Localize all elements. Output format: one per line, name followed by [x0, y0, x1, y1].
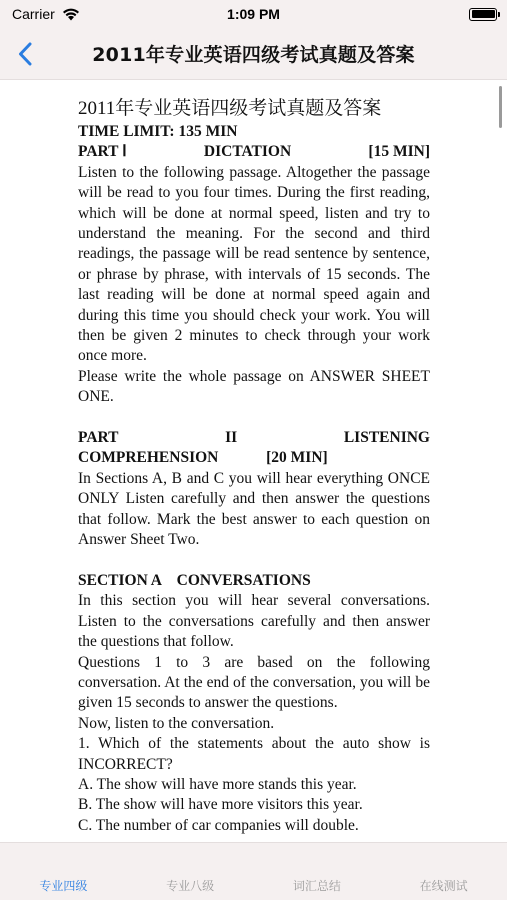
document-body	[78, 96, 430, 836]
part2-header-line1	[78, 428, 430, 448]
question-1: 1. Which of the statements about the auto show is INCORRECT?	[78, 735, 430, 773]
tab-bar	[0, 842, 507, 900]
part2-header-line2	[78, 448, 430, 468]
page-title: 2011年专业英语四级考试真题及答案	[92, 44, 415, 66]
question-1-option-c: C. The number of car companies will double.	[78, 816, 359, 834]
chevron-left-icon	[18, 42, 32, 66]
question-1-option-a: A. The show will have more stands this year.	[78, 775, 357, 793]
part1-write-instruction: Please write the whole passage on ANSWER SHEET ONE.	[78, 367, 430, 406]
part2-name2: COMPREHENSION	[78, 449, 219, 467]
part2-num: II	[225, 429, 238, 447]
part1-name: DICTATION	[203, 143, 292, 161]
part1-label: PART Ⅰ	[78, 143, 127, 161]
tab-level-4[interactable]: 专业四级	[39, 879, 88, 893]
back-button[interactable]	[12, 38, 38, 70]
part2-instructions: In Sections A, B and C you will hear everything ONCE ONLY Listen carefully and then answer the questions that follow. Mark the best answer to each question on Answer Sheet Two.	[78, 469, 430, 549]
tab-vocabulary-summary[interactable]: 词汇总结	[292, 879, 341, 893]
part2-label: PART	[78, 429, 119, 447]
navigation-bar	[0, 28, 507, 80]
part1-time: [15 MIN]	[368, 143, 430, 161]
time-limit: TIME LIMIT: 135 MIN	[78, 123, 238, 140]
question-1-option-b: B. The show will have more visitors this year.	[78, 796, 363, 814]
part2-name1: LISTENING	[343, 429, 430, 447]
section-a-intro: In this section you will hear several conversations. Listen to the conversations carefully and then answer the questions that follow.	[78, 592, 430, 651]
questions-intro: Questions 1 to 3 are based on the following conversation. At the end of the conversation, you will be given 15 seconds to answer the questions.	[78, 653, 430, 712]
document-heading: 2011年专业英语四级考试真题及答案	[78, 98, 382, 119]
battery-icon	[469, 8, 497, 21]
carrier-info	[12, 6, 81, 22]
part1-instructions: Listen to the following passage. Altogether the passage will be read to you four times. During the first reading, which will be done at normal speed, listen and try to understand the meaning. For the second and third readings, the passage will be read sentence by sentence, or phrase by phrase, with intervals of 15 seconds. The last reading will be done at normal speed again and during this time you should check your work. You will then be given 2 minutes to check through your work once more.	[78, 163, 430, 365]
status-time: 1:09 PM	[227, 6, 280, 22]
carrier-label: Carrier	[12, 6, 55, 22]
scrollbar[interactable]	[499, 86, 502, 128]
section-a-heading: SECTION A CONVERSATIONS	[78, 571, 311, 589]
listen-now: Now, listen to the conversation.	[78, 714, 275, 732]
tab-level-8[interactable]: 专业八级	[166, 879, 215, 893]
document-view[interactable]	[0, 80, 507, 842]
part2-time: [20 MIN]	[266, 449, 328, 467]
status-bar	[0, 0, 507, 28]
part1-header	[78, 142, 430, 162]
tab-online-test[interactable]: 在线测试	[419, 879, 468, 893]
wifi-icon	[61, 7, 81, 21]
